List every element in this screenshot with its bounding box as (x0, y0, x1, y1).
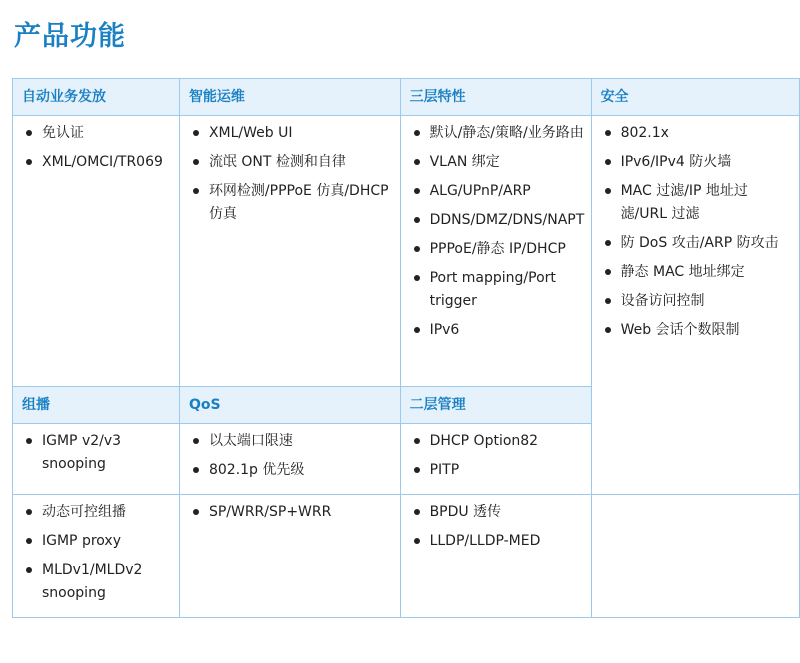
list-item: 设备访问控制 (604, 290, 793, 313)
feature-list (180, 424, 400, 494)
cell-layer2-management (400, 424, 591, 495)
cell-layer3-features (400, 116, 591, 387)
list-item: 环网检测/PPPoE 仿真/DHCP 仿真 (192, 180, 394, 226)
list-item: XML/Web UI (192, 122, 394, 145)
list-item: Port mapping/Port trigger (413, 267, 585, 313)
list-item: 静态 MAC 地址绑定 (604, 261, 793, 284)
list-item: SP/WRR/SP+WRR (192, 501, 394, 524)
list-item: IPv6 (413, 319, 585, 342)
cell-empty (591, 495, 799, 618)
header-auto-provisioning: 自动业务发放 (13, 79, 180, 116)
list-item: 默认/静态/策略/业务路由 (413, 122, 585, 145)
feature-list (592, 116, 799, 354)
feature-list (401, 495, 591, 565)
header-security: 安全 (591, 79, 799, 116)
cell-multicast-extra (13, 495, 180, 618)
list-item: BPDU 透传 (413, 501, 585, 524)
feature-table (12, 78, 800, 618)
cell-qos-extra (179, 495, 400, 618)
body-row-1 (13, 116, 800, 387)
header-layer3-features: 三层特性 (400, 79, 591, 116)
feature-list (13, 116, 179, 186)
list-item: 802.1x (604, 122, 793, 145)
list-item: LLDP/LLDP-MED (413, 530, 585, 553)
list-item: 802.1p 优先级 (192, 459, 394, 482)
list-item: VLAN 绑定 (413, 151, 585, 174)
header-layer2-management: 二层管理 (400, 387, 591, 424)
feature-list (401, 424, 591, 494)
body-row-3 (13, 495, 800, 618)
list-item: MAC 过滤/IP 地址过滤/URL 过滤 (604, 180, 793, 226)
header-multicast: 组播 (13, 387, 180, 424)
cell-qos (179, 424, 400, 495)
feature-list (13, 424, 179, 488)
list-item: 防 DoS 攻击/ARP 防攻击 (604, 232, 793, 255)
list-item: PPPoE/静态 IP/DHCP (413, 238, 585, 261)
list-item: XML/OMCI/TR069 (25, 151, 173, 174)
header-row-1 (13, 79, 800, 116)
list-item: IGMP v2/v3 snooping (25, 430, 173, 476)
list-item: IGMP proxy (25, 530, 173, 553)
feature-list (401, 116, 591, 354)
cell-layer2-extra (400, 495, 591, 618)
list-item: MLDv1/MLDv2 snooping (25, 559, 173, 605)
cell-auto-provisioning (13, 116, 180, 387)
feature-list (13, 495, 179, 617)
header-qos: QoS (179, 387, 400, 424)
list-item: Web 会话个数限制 (604, 319, 793, 342)
list-item: 动态可控组播 (25, 501, 173, 524)
page-title: 产品功能 (14, 21, 126, 52)
header-smart-maintenance: 智能运维 (179, 79, 400, 116)
list-item: 以太端口限速 (192, 430, 394, 453)
list-item: IPv6/IPv4 防火墙 (604, 151, 793, 174)
list-item: PITP (413, 459, 585, 482)
feature-list (180, 495, 400, 536)
list-item: ALG/UPnP/ARP (413, 180, 585, 203)
cell-security (591, 116, 799, 495)
list-item: 流氓 ONT 检测和自律 (192, 151, 394, 174)
list-item: DHCP Option82 (413, 430, 585, 453)
list-item: DDNS/DMZ/DNS/NAPT (413, 209, 585, 232)
cell-smart-maintenance (179, 116, 400, 387)
cell-multicast (13, 424, 180, 495)
feature-list (180, 116, 400, 238)
list-item: 免认证 (25, 122, 173, 145)
